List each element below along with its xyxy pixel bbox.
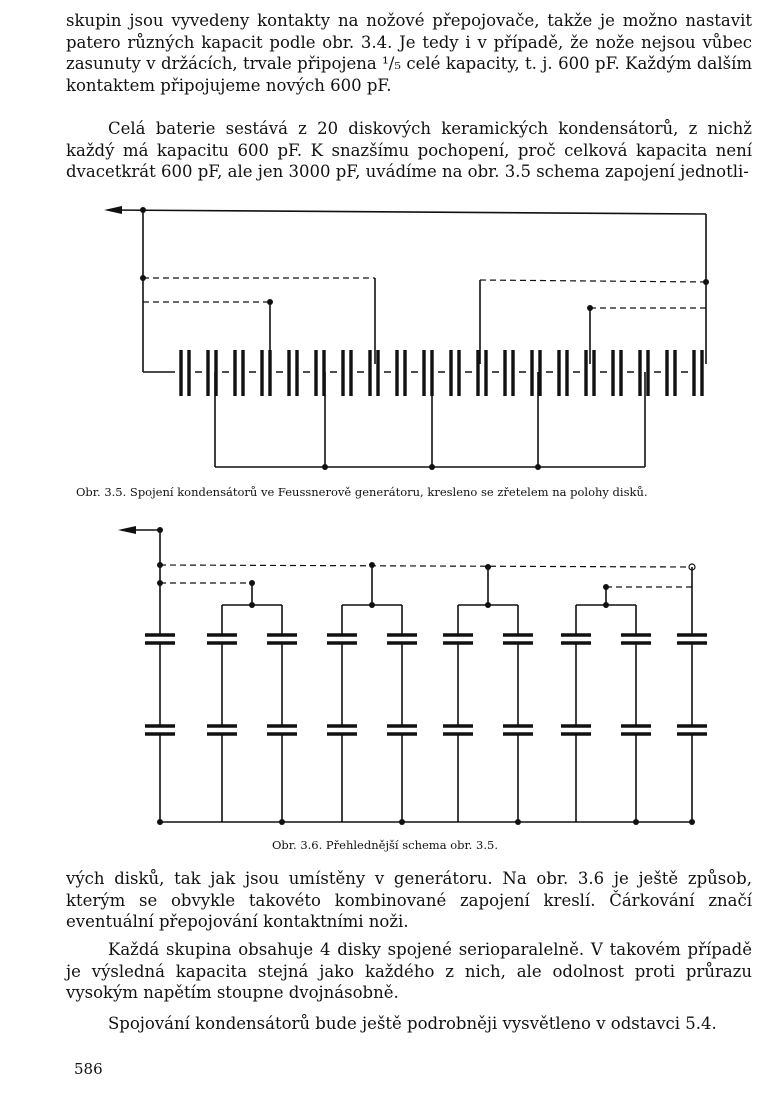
disk-capacitor <box>499 350 519 396</box>
capacitor-symbol <box>561 726 591 734</box>
disk-capacitor <box>661 350 681 396</box>
capacitor-symbol <box>443 726 473 734</box>
capacitor-symbol <box>503 635 533 643</box>
disk-capacitor <box>634 350 654 396</box>
capacitor-symbol <box>327 635 357 643</box>
disk-capacitor <box>472 350 492 396</box>
disk-capacitor <box>526 350 546 396</box>
capacitor-symbol <box>677 635 707 643</box>
capacitor-symbol <box>503 726 533 734</box>
paragraph-3: vých disků, tak jak jsou umístěny v generátoru. Na obr. 3.6 je ještě způsob, kterým se obvykle takovéto kombinované zapojení kreslí. Čárkování značí eventuální přepojování kontaktními noži. <box>66 869 752 931</box>
capacitor-symbol <box>207 726 237 734</box>
capacitor-symbol <box>327 726 357 734</box>
figure-3-5-caption: Obr. 3.5. Spojení kondensátorů ve Feussnerově generátoru, kresleno se zřetelem na polohy disků. <box>76 485 648 499</box>
capacitor-symbol <box>207 635 237 643</box>
page-number: 586 <box>74 1060 103 1078</box>
capacitor-symbol <box>561 635 591 643</box>
capacitor-symbol <box>387 635 417 643</box>
paragraph-4: Každá skupina obsahuje 4 disky spojené serioparalelně. V takovém případě je výsledná kapacita stejná jako každého z nich, ale odolnost proti průrazu vysokým napětím stoupne dvojnásobně. <box>66 940 752 1002</box>
figure-3-5-schematic <box>0 200 767 460</box>
capacitor-symbol <box>621 635 651 643</box>
disk-capacitor <box>229 350 249 396</box>
disk-capacitor <box>445 350 465 396</box>
capacitor-symbol <box>443 635 473 643</box>
disk-capacitor <box>364 350 384 396</box>
paragraph-2: Celá baterie sestává z 20 diskových keramických kondensátorů, z nichž každý má kapacitu 600 pF. K snazšímu pochopení, proč celková kapacita není dvacetkrát 600 pF, ale jen 3000 pF, uvádíme na obr. 3.5 schema zapojení jednotli- <box>66 119 752 181</box>
disk-capacitor <box>175 350 195 396</box>
disk-capacitor <box>688 350 708 396</box>
disk-capacitor <box>256 350 276 396</box>
capacitor-symbol <box>677 726 707 734</box>
capacitor-symbol <box>145 635 175 643</box>
disk-capacitor <box>310 350 330 396</box>
capacitor-symbol <box>267 726 297 734</box>
disk-capacitor <box>283 350 303 396</box>
capacitor-symbol <box>145 726 175 734</box>
paragraph-1: skupin jsou vyvedeny kontakty na nožové přepojovače, takže je možno nastavit patero různých kapacit podle obr. 3.4. Je tedy i v případě, že nože nejsou vůbec zasunuty v držácích, trvale připojena ¹/₅ celé kapacity, t. j. 600 pF. Každým dalším kontaktem připojujeme nových 600 pF. <box>66 11 752 95</box>
disk-capacitor <box>202 350 222 396</box>
disk-capacitor <box>337 350 357 396</box>
capacitor-symbol <box>621 726 651 734</box>
disk-capacitor <box>553 350 573 396</box>
disk-capacitor <box>607 350 627 396</box>
capacitor-symbol <box>267 635 297 643</box>
paragraph-5: Spojování kondensátorů bude ještě podrobněji vysvětleno v odstavci 5.4. <box>108 1014 717 1033</box>
disk-capacitor <box>391 350 411 396</box>
capacitor-symbol <box>387 726 417 734</box>
disk-capacitor <box>418 350 438 396</box>
figure-3-6-schematic <box>0 515 767 835</box>
figure-3-6-caption: Obr. 3.6. Přehlednější schema obr. 3.5. <box>272 838 498 852</box>
